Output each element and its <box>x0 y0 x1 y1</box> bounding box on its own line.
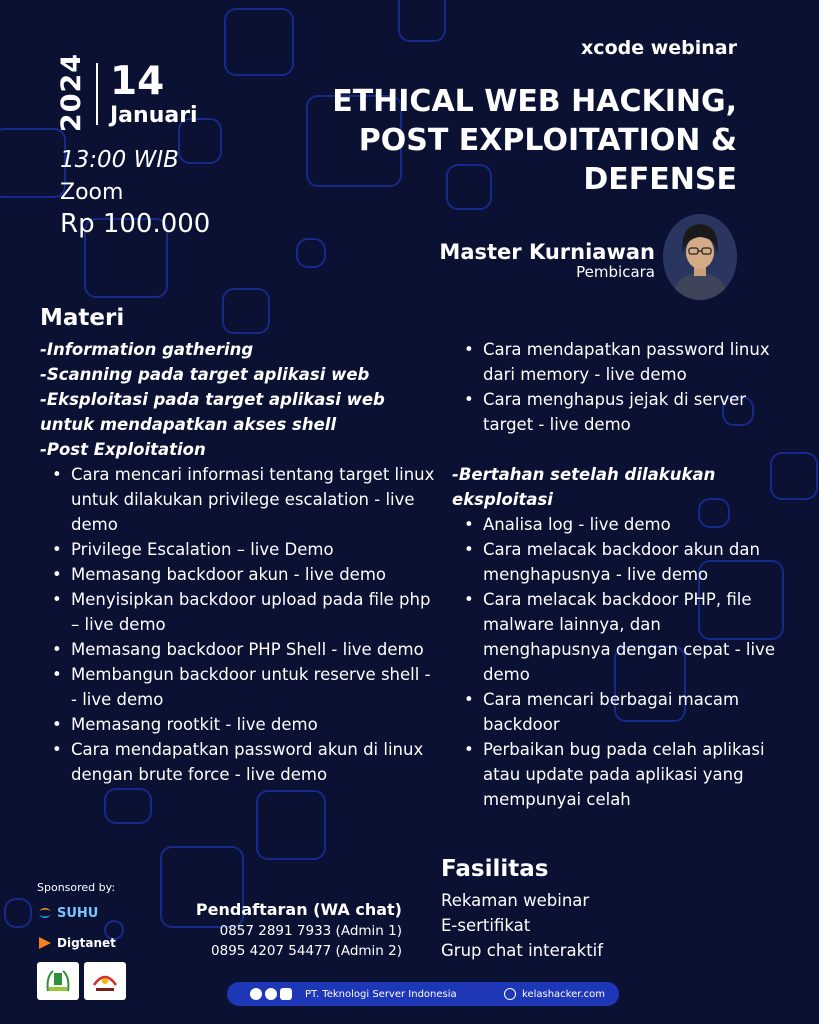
list-item: Rekaman webinar <box>441 891 590 910</box>
suhu-logo-icon <box>37 905 53 921</box>
registration-contact-1[interactable]: 0857 2891 7933 (Admin 1) <box>219 923 402 939</box>
sponsor-logo-suhu <box>37 905 98 921</box>
footer-website-link[interactable] <box>504 988 605 1000</box>
instagram-icon[interactable] <box>250 988 262 1000</box>
event-year: 2024 <box>56 52 88 132</box>
topic-defense: -Bertahan setelah dilakukan eksploitasi <box>452 465 716 509</box>
topic-info-gathering: -Information gathering <box>40 340 254 359</box>
bg-square <box>224 8 294 76</box>
list-item: • Perbaikan bug pada celah aplikasi atau update pada aplikasi yang mempunyai celah <box>452 737 784 812</box>
list-item: • Menyisipkan backdoor upload pada file php – live demo <box>40 587 435 637</box>
post-exploitation-list-cont <box>452 337 784 437</box>
list-item: • Cara mencari informasi tentang target linux untuk dilakukan privilege escalation - live demo <box>40 462 435 537</box>
webinar-title <box>277 82 737 199</box>
post-exploitation-list <box>40 462 435 787</box>
bg-square <box>296 238 326 268</box>
bg-square <box>222 288 270 334</box>
list-item: • Cara mendapatkan password akun di linux dengan brute force - live demo <box>40 737 435 787</box>
sponsor-logo-box-2 <box>84 962 126 1000</box>
sponsor-label: Sponsored by: <box>37 881 116 894</box>
bg-square <box>4 898 32 928</box>
spacer <box>452 437 784 462</box>
digtanet-logo-icon <box>37 935 53 951</box>
speaker-avatar <box>663 214 737 300</box>
sponsor-emblem-icon <box>43 967 73 995</box>
footer-website[interactable]: kelashacker.com <box>522 988 605 1000</box>
sponsor-emblem-icon <box>90 967 120 995</box>
date-divider <box>96 63 98 125</box>
sponsor-name: Digtanet <box>57 936 116 950</box>
brand-name: xcode webinar <box>581 37 737 59</box>
list-item: • Cara menghapus jejak di server target - live demo <box>452 387 784 437</box>
bg-square <box>256 790 326 860</box>
topic-post-exploitation: -Post Exploitation <box>40 440 206 459</box>
defense-list <box>452 512 784 812</box>
event-day: 14 <box>110 59 165 104</box>
speaker-name: Master Kurniawan <box>439 240 655 264</box>
materi-heading: Materi <box>40 305 125 331</box>
speaker-role: Pembicara <box>576 263 655 281</box>
list-item: • Cara mendapatkan password linux dari memory - live demo <box>452 337 784 387</box>
title-line: ETHICAL WEB HACKING, <box>332 84 737 119</box>
registration-contact-2[interactable]: 0895 4207 54477 (Admin 2) <box>211 943 402 959</box>
linkedin-icon[interactable] <box>280 988 292 1000</box>
event-month: Januari <box>110 103 198 128</box>
list-item: • Membangun backdoor untuk reserve shell - - live demo <box>40 662 435 712</box>
youtube-icon[interactable] <box>265 988 277 1000</box>
list-item: • Cara melacak backdoor PHP, file malware lainnya, dan menghapusnya dengan cepat - live demo <box>452 587 784 687</box>
globe-icon <box>504 988 516 1000</box>
bg-square <box>398 0 446 42</box>
list-item: • Analisa log - live demo <box>452 512 784 537</box>
event-time: 13:00 WIB <box>60 147 179 173</box>
fasilitas-heading: Fasilitas <box>441 856 549 882</box>
footer-company: PT. Teknologi Server Indonesia <box>305 988 457 1000</box>
sponsor-logo-box-1 <box>37 962 79 1000</box>
list-item: E-sertifikat <box>441 916 531 935</box>
topic-scanning: -Scanning pada target aplikasi web <box>40 365 370 384</box>
event-price: Rp 100.000 <box>60 209 211 239</box>
list-item: • Cara melacak backdoor akun dan menghapusnya - live demo <box>452 537 784 587</box>
title-line: POST EXPLOITATION & <box>358 123 737 158</box>
list-item: Grup chat interaktif <box>441 941 604 960</box>
topic-exploitation: -Eksploitasi pada target aplikasi web untuk mendapatkan akses shell <box>40 390 385 434</box>
materi-right-column <box>452 337 784 812</box>
bg-square <box>0 128 66 198</box>
event-venue: Zoom <box>60 180 124 205</box>
speaker-photo-icon <box>663 214 737 300</box>
footer-bar <box>227 982 619 1006</box>
registration-title: Pendaftaran (WA chat) <box>195 900 402 919</box>
bg-square <box>104 788 152 824</box>
sponsor-logo-digtanet <box>37 935 116 951</box>
list-item: • Memasang rootkit - live demo <box>40 712 435 737</box>
sponsor-name: SUHU <box>57 905 99 921</box>
list-item: • Memasang backdoor PHP Shell - live demo <box>40 637 435 662</box>
title-line: DEFENSE <box>583 162 737 197</box>
fasilitas-list <box>441 888 603 963</box>
list-item: • Privilege Escalation – live Demo <box>40 537 435 562</box>
list-item: • Memasang backdoor akun - live demo <box>40 562 435 587</box>
materi-left-column <box>40 337 435 787</box>
list-item: • Cara mencari berbagai macam backdoor <box>452 687 784 737</box>
